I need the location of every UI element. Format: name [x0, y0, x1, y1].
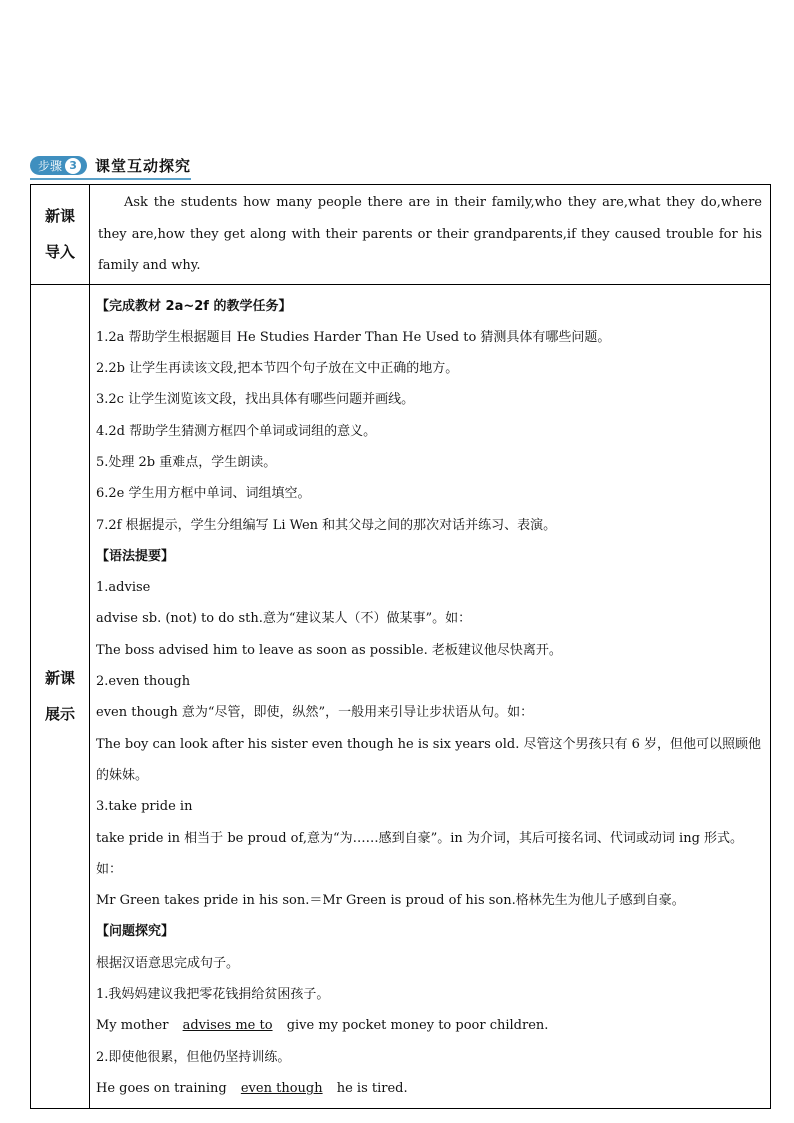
explore-intro: 根据汉语意思完成句子。	[96, 955, 240, 971]
sentence-after: give my pocket money to poor children.	[286, 1018, 549, 1034]
main-content	[90, 284, 771, 1109]
main-label	[31, 284, 90, 1109]
grammar-line: The boy can look after his sister even though he is six years old. 尽管这个男孩只有 6 岁，但他可以照顾他的妹妹。	[96, 736, 761, 783]
intro-label	[31, 185, 90, 285]
task-item: 1.2a 帮助学生根据题目 He Studies Harder Than He Used to 猜测具体有哪些问题。	[96, 329, 611, 345]
step-badge	[30, 156, 87, 175]
intro-label-line1: 新课	[44, 207, 75, 226]
grammar-line: even though 意为“尽管，即使，纵然”，一般用来引导让步状语从句。如：	[96, 705, 534, 721]
intro-content	[90, 185, 771, 285]
sentence-before: He goes on training	[96, 1080, 227, 1096]
grammar-title: 2.even though	[96, 674, 191, 690]
grammar-line: Mr Green takes pride in his son.＝Mr Green is proud of his son.格林先生为他儿子感到自豪。	[96, 893, 685, 909]
answer-blank: even though	[240, 1080, 323, 1096]
question-sentence	[96, 1073, 764, 1104]
intro-row	[31, 185, 771, 285]
intro-text: Ask the students how many people there are in their family,who they are,what they do,where they are,how they get along with their parents or their grandparents,if they caused trouble for his family and why.	[98, 195, 762, 273]
grammar-line: take pride in 相当于 be proud of,意为“为……感到自豪”。in 为介词，其后可接名词、代词或动词 ing 形式。如：	[96, 830, 744, 877]
main-label-line1: 新课	[44, 669, 75, 688]
task-item: 3.2c 让学生浏览该文段，找出具体有哪些问题并画线。	[96, 392, 415, 408]
main-row	[31, 284, 771, 1109]
grammar-heading: 【语法提要】	[96, 548, 175, 564]
grammar-title: 3.take pride in	[96, 799, 193, 815]
task-heading: 【完成教材 2a~2f 的教学任务】	[96, 298, 292, 314]
step-header	[30, 155, 191, 180]
main-label-line2: 展示	[44, 705, 75, 724]
task-item: 7.2f 根据提示，学生分组编写 Li Wen 和其父母之间的那次对话并练习、表演。	[96, 517, 557, 533]
intro-label-line2: 导入	[44, 243, 75, 262]
question-prompt: 1.我妈妈建议我把零花钱捐给贫困孩子。	[96, 987, 330, 1003]
step-number: 3	[65, 158, 81, 174]
step-badge-text: 步骤	[38, 159, 63, 173]
task-item: 2.2b 让学生再读该文段,把本节四个句子放在文中正确的地方。	[96, 361, 459, 377]
grammar-line: The boss advised him to leave as soon as possible. 老板建议他尽快离开。	[96, 642, 562, 658]
task-item: 6.2e 学生用方框中单词、词组填空。	[96, 486, 311, 502]
step-title: 课堂互动探究	[95, 157, 192, 175]
explore-heading: 【问题探究】	[96, 924, 175, 940]
grammar-line: advise sb. (not) to do sth.意为“建议某人（不）做某事”。如：	[96, 611, 472, 627]
task-item: 5.处理 2b 重难点，学生朗读。	[96, 454, 277, 470]
question-sentence	[96, 1010, 764, 1041]
task-item: 4.2d 帮助学生猜测方框四个单词或词组的意义。	[96, 423, 377, 439]
question-prompt: 2.即使他很累，但他仍坚持训练。	[96, 1049, 291, 1065]
answer-blank: advises me to	[182, 1018, 273, 1034]
sentence-before: My mother	[96, 1018, 169, 1034]
sentence-after: he is tired.	[336, 1080, 408, 1096]
grammar-title: 1.advise	[96, 580, 151, 596]
lesson-table	[30, 184, 771, 1109]
